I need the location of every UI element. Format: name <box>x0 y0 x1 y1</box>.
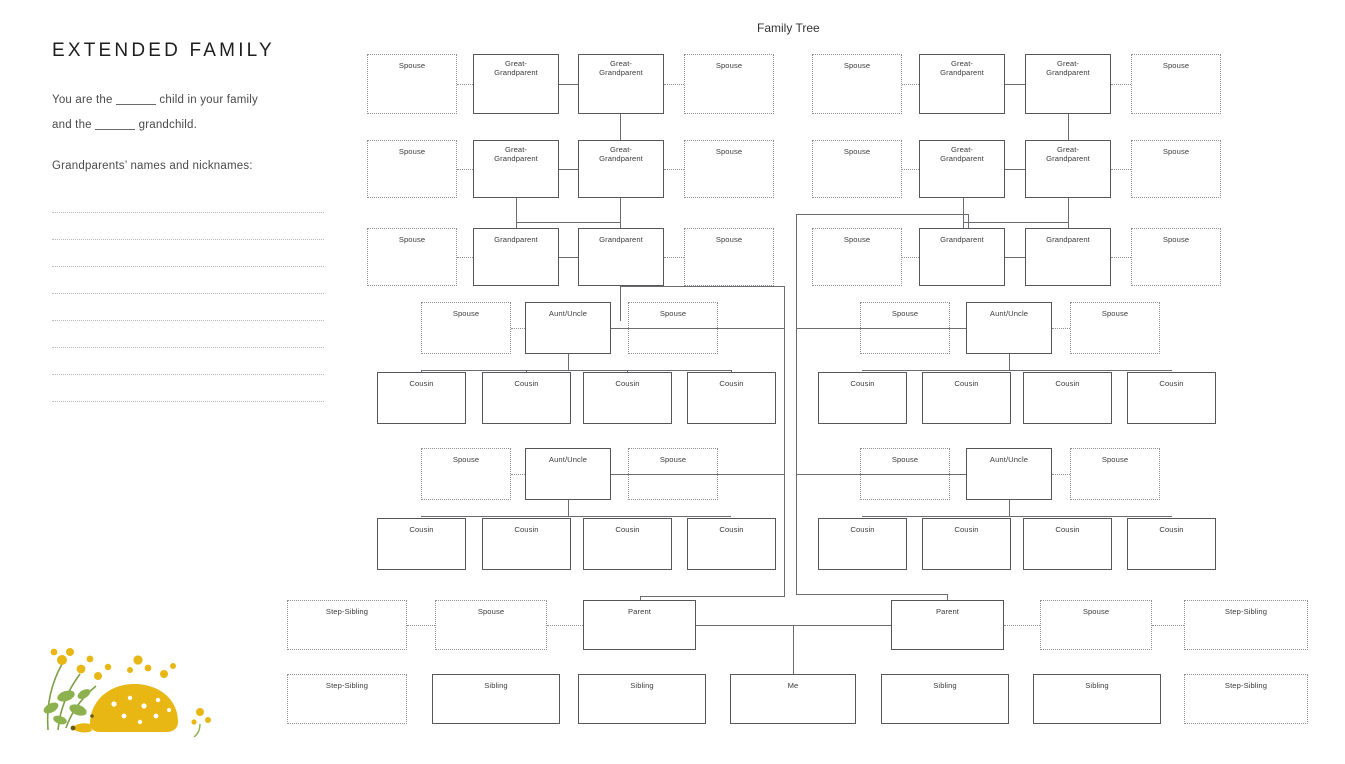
connector <box>796 474 966 475</box>
grandparent-names-prompt: Grandparents’ names and nicknames: <box>52 160 253 172</box>
box-label: Spouse <box>1101 455 1129 464</box>
me-box[interactable] <box>730 674 856 724</box>
box-label: Great- Grandparent <box>940 59 984 77</box>
spouse-box[interactable] <box>1070 302 1160 354</box>
aunt-uncle-box[interactable] <box>525 448 611 500</box>
box-label: Parent <box>628 607 651 616</box>
connector <box>731 370 732 372</box>
connector <box>1005 257 1025 258</box>
cousin-box[interactable] <box>922 372 1011 424</box>
cousin-box[interactable] <box>1127 372 1216 424</box>
box-label: Grandparent <box>940 235 984 244</box>
connector <box>963 222 1068 223</box>
connector <box>457 257 473 258</box>
grandparent-box[interactable] <box>1025 228 1111 286</box>
extended-family-panel <box>52 40 342 402</box>
connector <box>457 169 473 170</box>
cousin-box[interactable] <box>687 518 776 570</box>
connector <box>559 84 578 85</box>
box-label: Spouse <box>398 147 426 156</box>
connector <box>620 286 621 321</box>
spouse-box[interactable] <box>812 54 902 114</box>
connector <box>421 370 731 371</box>
connector <box>1152 625 1184 626</box>
box-label: Cousin <box>719 525 744 534</box>
connector <box>1009 354 1010 370</box>
box-label: Cousin <box>1055 379 1080 388</box>
connector <box>516 222 620 223</box>
great-grandparent-box[interactable] <box>473 140 559 198</box>
connector <box>1052 474 1070 475</box>
connector <box>1111 84 1131 85</box>
box-label: Spouse <box>1162 61 1190 70</box>
parent-box[interactable] <box>583 600 696 650</box>
cousin-box[interactable] <box>818 518 907 570</box>
cousin-box[interactable] <box>377 372 466 424</box>
box-label: Cousin <box>615 379 640 388</box>
spouse-box[interactable] <box>1070 448 1160 500</box>
connector <box>968 214 969 228</box>
connector <box>511 474 525 475</box>
sibling-box[interactable] <box>578 674 706 724</box>
sibling-box[interactable] <box>881 674 1009 724</box>
connector <box>1111 257 1131 258</box>
aunt-uncle-box[interactable] <box>966 302 1052 354</box>
box-label: Aunt/Uncle <box>548 455 588 464</box>
write-line[interactable] <box>52 321 324 348</box>
box-label: Spouse <box>843 147 871 156</box>
connector <box>421 370 422 372</box>
great-grandparent-box[interactable] <box>1025 54 1111 114</box>
prompt-text-3: and the <box>52 119 92 131</box>
connector <box>457 84 473 85</box>
write-line[interactable] <box>52 213 324 240</box>
spouse-box[interactable] <box>1131 228 1221 286</box>
box-label: Spouse <box>1162 235 1190 244</box>
box-label: Spouse <box>452 455 480 464</box>
spouse-box[interactable] <box>421 302 511 354</box>
box-label: Great- Grandparent <box>599 145 643 163</box>
box-label: Grandparent <box>599 235 643 244</box>
box-label: Great- Grandparent <box>1046 59 1090 77</box>
connector <box>1005 169 1025 170</box>
connector <box>1004 625 1040 626</box>
grandchild-order-blank[interactable] <box>95 118 135 130</box>
box-label: Aunt/Uncle <box>548 309 588 318</box>
connector <box>1009 500 1010 516</box>
great-grandparent-box[interactable] <box>578 140 664 198</box>
box-label: Cousin <box>954 525 979 534</box>
connector <box>796 328 966 329</box>
hedgehog-flowers-illustration <box>18 612 218 742</box>
cousin-box[interactable] <box>482 372 571 424</box>
box-label: Spouse <box>715 61 743 70</box>
spouse-box[interactable] <box>812 140 902 198</box>
cousin-box[interactable] <box>1023 518 1112 570</box>
connector <box>902 84 919 85</box>
box-label: Sibling <box>933 681 957 690</box>
step-sibling-box[interactable] <box>287 600 407 650</box>
write-line[interactable] <box>52 267 324 294</box>
connector <box>421 516 731 517</box>
box-label: Spouse <box>891 455 919 464</box>
connector <box>664 84 684 85</box>
box-label: Cousin <box>850 379 875 388</box>
spouse-box[interactable] <box>421 448 511 500</box>
box-label: Cousin <box>1055 525 1080 534</box>
connector <box>1052 328 1070 329</box>
birth-order-prompt <box>52 88 342 138</box>
connector <box>796 594 947 595</box>
box-label: Step-Sibling <box>325 681 369 690</box>
connector <box>862 516 1172 517</box>
box-label: Cousin <box>1159 525 1184 534</box>
prompt-text-2: child in your family <box>159 94 259 106</box>
connector <box>796 214 968 215</box>
sibling-box[interactable] <box>1033 674 1161 724</box>
prompt-text-4: grandchild. <box>138 119 198 131</box>
box-label: Parent <box>936 607 959 616</box>
box-label: Cousin <box>1159 379 1184 388</box>
connector <box>620 286 784 287</box>
box-label: Cousin <box>409 379 434 388</box>
box-label: Spouse <box>1082 607 1110 616</box>
connector <box>627 370 628 372</box>
prompt-text-1: You are the <box>52 94 113 106</box>
box-label: Great- Grandparent <box>599 59 643 77</box>
cousin-box[interactable] <box>583 372 672 424</box>
aunt-uncle-box[interactable] <box>966 448 1052 500</box>
connector <box>862 370 1172 371</box>
cousin-box[interactable] <box>377 518 466 570</box>
write-line[interactable] <box>52 348 324 375</box>
box-label: Spouse <box>477 607 505 616</box>
great-grandparent-box[interactable] <box>1025 140 1111 198</box>
cousin-box[interactable] <box>922 518 1011 570</box>
great-grandparent-box[interactable] <box>919 54 1005 114</box>
box-label: Step-Sibling <box>1224 607 1268 616</box>
page-title: Family Tree <box>757 21 820 35</box>
aunt-uncle-box[interactable] <box>525 302 611 354</box>
cousin-box[interactable] <box>1023 372 1112 424</box>
cousin-box[interactable] <box>583 518 672 570</box>
connector <box>559 257 578 258</box>
spouse-box[interactable] <box>684 228 774 286</box>
box-label: Cousin <box>719 379 744 388</box>
spouse-box[interactable] <box>1131 140 1221 198</box>
box-label: Cousin <box>409 525 434 534</box>
cousin-box[interactable] <box>1127 518 1216 570</box>
connector <box>559 169 578 170</box>
box-label: Step-Sibling <box>1224 681 1268 690</box>
write-line[interactable] <box>52 294 324 321</box>
box-label: Spouse <box>1101 309 1129 318</box>
box-label: Spouse <box>659 309 687 318</box>
box-label: Sibling <box>630 681 654 690</box>
panel-heading: EXTENDED FAMILY <box>52 40 275 61</box>
write-line[interactable] <box>52 375 324 402</box>
connector <box>1111 169 1131 170</box>
connector <box>611 328 784 329</box>
connector <box>526 370 527 372</box>
grandparent-box[interactable] <box>919 228 1005 286</box>
box-label: Spouse <box>715 147 743 156</box>
spouse-box[interactable] <box>435 600 547 650</box>
box-label: Step-Sibling <box>325 607 369 616</box>
box-label: Cousin <box>954 379 979 388</box>
connector <box>793 625 794 675</box>
connector <box>516 198 517 222</box>
box-label: Great- Grandparent <box>1046 145 1090 163</box>
box-label: Spouse <box>398 235 426 244</box>
box-label: Great- Grandparent <box>940 145 984 163</box>
cousin-box[interactable] <box>687 372 776 424</box>
step-sibling-box[interactable] <box>287 674 407 724</box>
grandparent-box[interactable] <box>473 228 559 286</box>
connector <box>511 328 525 329</box>
spouse-box[interactable] <box>367 54 457 114</box>
box-label: Spouse <box>1162 147 1190 156</box>
connector <box>407 625 435 626</box>
cousin-box[interactable] <box>482 518 571 570</box>
spouse-box[interactable] <box>684 140 774 198</box>
box-label: Aunt/Uncle <box>989 455 1029 464</box>
box-label: Spouse <box>843 235 871 244</box>
box-label: Sibling <box>1085 681 1109 690</box>
connector <box>640 596 785 597</box>
connector <box>1005 84 1025 85</box>
write-line[interactable] <box>52 240 324 267</box>
connector <box>568 500 569 516</box>
parent-box[interactable] <box>891 600 1004 650</box>
box-label: Cousin <box>514 379 539 388</box>
box-label: Grandparent <box>494 235 538 244</box>
connector <box>902 257 919 258</box>
box-label: Spouse <box>891 309 919 318</box>
great-grandparent-box[interactable] <box>919 140 1005 198</box>
cousin-box[interactable] <box>818 372 907 424</box>
write-line[interactable] <box>52 186 324 213</box>
connector <box>547 625 583 626</box>
write-in-lines[interactable] <box>52 186 342 402</box>
connector <box>796 214 797 594</box>
connector <box>902 169 919 170</box>
box-label: Cousin <box>850 525 875 534</box>
great-grandparent-box[interactable] <box>578 54 664 114</box>
great-grandparent-box[interactable] <box>473 54 559 114</box>
connector <box>664 257 684 258</box>
box-label: Aunt/Uncle <box>989 309 1029 318</box>
box-label: Cousin <box>615 525 640 534</box>
box-label: Spouse <box>715 235 743 244</box>
box-label: Great- Grandparent <box>494 145 538 163</box>
box-label: Spouse <box>452 309 480 318</box>
spouse-box[interactable] <box>367 140 457 198</box>
spouse-box[interactable] <box>684 54 774 114</box>
spouse-box[interactable] <box>1040 600 1152 650</box>
connector <box>568 354 569 370</box>
box-label: Cousin <box>514 525 539 534</box>
box-label: Great- Grandparent <box>494 59 538 77</box>
grandparent-box[interactable] <box>578 228 664 286</box>
box-label: Sibling <box>484 681 508 690</box>
connector <box>664 169 684 170</box>
box-label: Spouse <box>843 61 871 70</box>
sibling-box[interactable] <box>432 674 560 724</box>
connector <box>963 198 964 222</box>
spouse-box[interactable] <box>367 228 457 286</box>
box-label: Spouse <box>659 455 687 464</box>
spouse-box[interactable] <box>1131 54 1221 114</box>
box-label: Spouse <box>398 61 426 70</box>
box-label: Grandparent <box>1046 235 1090 244</box>
connector <box>784 286 785 596</box>
birth-order-blank[interactable] <box>116 93 156 105</box>
step-sibling-box[interactable] <box>1184 600 1308 650</box>
spouse-box[interactable] <box>812 228 902 286</box>
connector <box>611 474 784 475</box>
box-label: Me <box>787 681 799 690</box>
step-sibling-box[interactable] <box>1184 674 1308 724</box>
